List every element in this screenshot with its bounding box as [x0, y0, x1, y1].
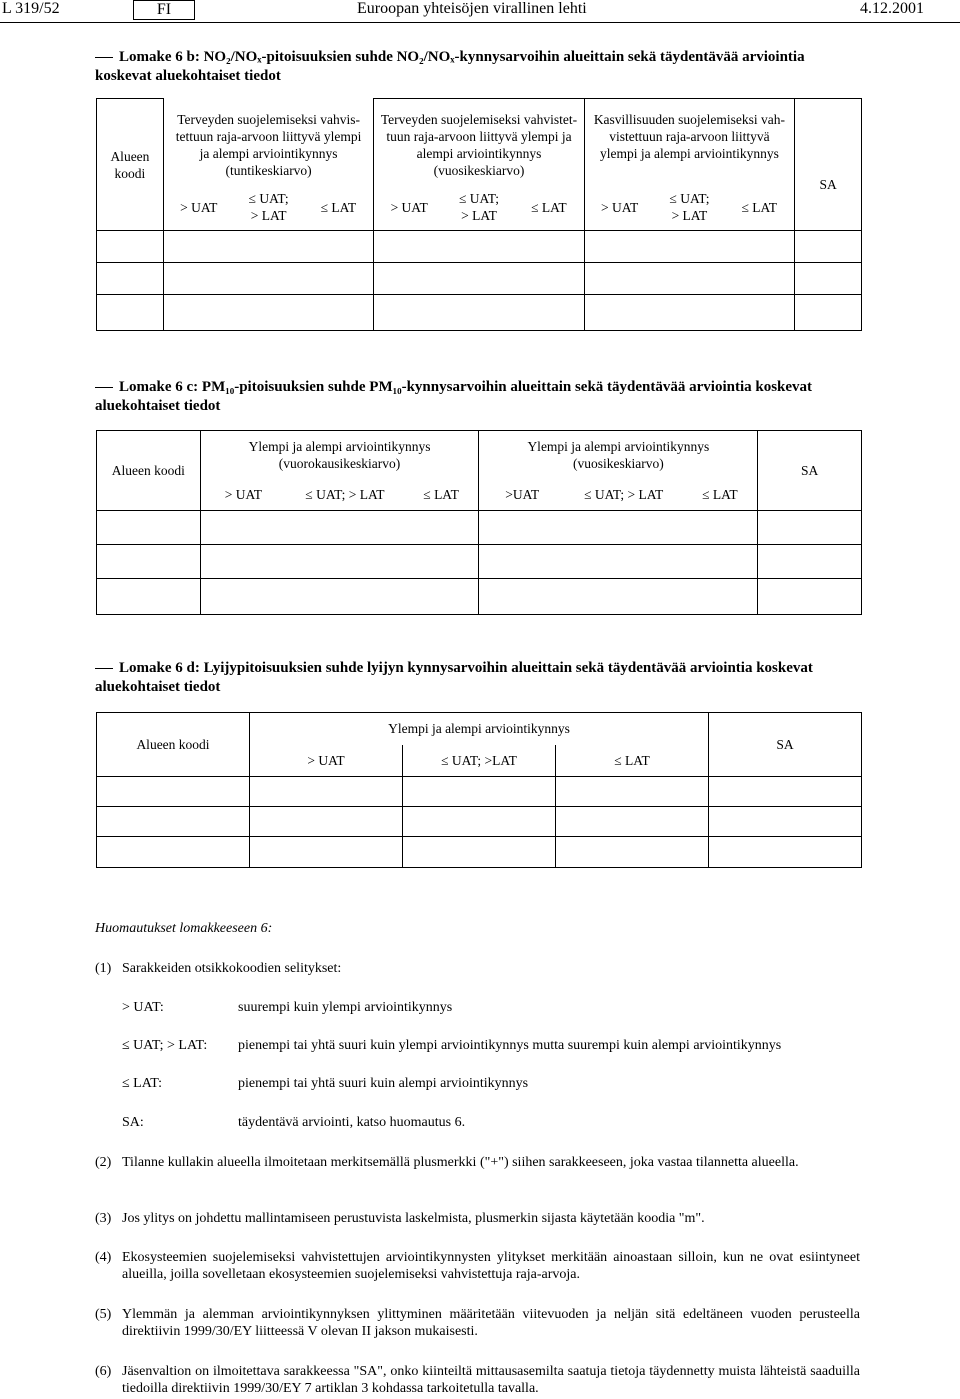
sub-le-uat-text: ≤ UAT;	[458, 191, 500, 207]
note-number: (6)	[95, 1364, 112, 1379]
sub-gt-uat: > UAT	[374, 185, 444, 231]
definition-term: ≤ UAT; > LAT:	[122, 1038, 208, 1053]
table-cell[interactable]	[97, 295, 164, 331]
notes-heading: Huomautukset lomakkeeseen 6:	[95, 921, 273, 936]
table-cell[interactable]	[250, 807, 403, 837]
table-cell[interactable]	[97, 837, 250, 868]
table-cell[interactable]	[97, 777, 250, 807]
group-threshold-header: Ylempi ja alempi arviointikynnys	[250, 713, 709, 745]
form-6b-table	[96, 98, 862, 331]
group-annual-header	[374, 99, 584, 185]
sub-gt-lat-text: > LAT	[461, 208, 497, 224]
group2-line4: (vuosikeskiarvo)	[433, 163, 525, 178]
form-6d-title-line1: Lomake 6 d: Lyijypitoisuuksien suhde lyijyn kynnysarvoihin alueittain sekä täydentävää arviointia koskevat	[119, 660, 813, 676]
table-cell[interactable]	[709, 807, 862, 837]
table-cell[interactable]	[374, 295, 584, 331]
header-rule	[0, 22, 960, 23]
table-cell[interactable]	[97, 263, 164, 295]
table-cell[interactable]	[758, 579, 862, 615]
note-text: Ekosysteemien suojelemiseksi vahvistettujen arviointikynnysten ylitykset merkitään ainoastaan silloin, kun ne ovat esiintyneet alueilla, joilla sovelletaan ekosysteemien suojelemiseksi vahvistettuja raja-arvoja.	[122, 1250, 860, 1282]
sub-le-lat: ≤ LAT	[404, 479, 479, 511]
note-text: Tilanne kullakin alueella ilmoitetaan merkitsemällä plusmerkki ("+") siihen sarakkeeseen, joka vastaa tilannetta alueella.	[122, 1155, 799, 1170]
note-number: (1)	[95, 961, 112, 976]
form-6d-title	[95, 659, 865, 697]
publication-date: 4.12.2001	[860, 0, 924, 17]
table-row	[97, 837, 862, 868]
sub-le-lat: ≤ LAT	[682, 479, 757, 511]
definition-desc: suurempi kuin ylempi arviointikynnys	[238, 1000, 453, 1015]
table-cell[interactable]	[709, 837, 862, 868]
note-number: (2)	[95, 1155, 112, 1170]
sub-le-uat-gt-lat	[234, 185, 304, 231]
table-row	[97, 263, 862, 295]
table-row	[97, 511, 862, 545]
table-row	[97, 579, 862, 615]
group1-line1: Terveyden suojelemiseksi vahvis-	[177, 111, 360, 127]
form-6c-title	[95, 378, 865, 416]
table-cell[interactable]	[250, 777, 403, 807]
note-number: (3)	[95, 1211, 112, 1226]
table-cell[interactable]	[584, 263, 794, 295]
table-cell[interactable]	[556, 837, 709, 868]
group2-line2: tuun raja-arvoon liittyvä ylempi ja	[386, 129, 572, 144]
table-cell[interactable]	[556, 807, 709, 837]
sub-gt-uat: > UAT	[163, 185, 233, 231]
group3-line1: Kasvillisuuden suojelemiseksi vah-	[593, 112, 786, 127]
table-cell[interactable]	[97, 511, 201, 545]
area-code-header	[97, 99, 164, 231]
sa-header: SA	[758, 431, 862, 511]
table-row	[97, 807, 862, 837]
table-cell[interactable]	[795, 295, 862, 331]
table-cell[interactable]	[97, 231, 164, 263]
group2-line3: alempi arviointikynnys	[416, 146, 542, 161]
table-cell[interactable]	[795, 231, 862, 263]
sa-header: SA	[709, 713, 862, 777]
sub-le-uat-gt-lat	[655, 185, 725, 231]
group1-line3: ja alempi arviointikynnys	[199, 145, 338, 161]
sub-gt-uat: > UAT	[250, 745, 403, 777]
table-cell[interactable]	[709, 777, 862, 807]
table-row	[97, 231, 862, 263]
journal-title: Euroopan yhteisöjen virallinen lehti	[357, 0, 587, 17]
table-row	[97, 777, 862, 807]
sub-le-lat: ≤ LAT	[303, 185, 373, 231]
sub-le-lat: ≤ LAT	[724, 185, 794, 231]
definition-term: ≤ LAT:	[122, 1076, 163, 1091]
group2-line2: (vuosikeskiarvo)	[573, 455, 664, 471]
table-cell[interactable]	[97, 579, 201, 615]
area-code-label-1: Alueen	[110, 148, 150, 164]
group3-line2: vistettuun raja-arvoon liittyvä	[609, 129, 770, 144]
sa-header: SA	[795, 99, 862, 231]
table-cell[interactable]	[479, 579, 758, 615]
sub-gt-lat-text: > LAT	[671, 208, 708, 224]
group-vegetation-header	[584, 99, 794, 185]
table-cell[interactable]	[374, 263, 584, 295]
table-cell[interactable]	[200, 545, 479, 579]
table-cell[interactable]	[97, 807, 250, 837]
definition-term: SA:	[122, 1115, 144, 1130]
group-daily-header	[200, 431, 479, 479]
group-hourly-header	[163, 99, 373, 185]
table-cell[interactable]	[200, 511, 479, 545]
area-code-header: Alueen koodi	[97, 431, 201, 511]
note-text: Jos ylitys on johdettu mallintamiseen perustuvista laskelmista, plusmerkin sijasta käytetään koodia "m".	[122, 1211, 705, 1226]
title-dash	[95, 387, 113, 388]
group2-line1: Ylempi ja alempi arviointikynnys	[527, 438, 710, 454]
form-6b-title-line2: koskevat aluekohtaiset tiedot	[95, 68, 281, 84]
table-cell[interactable]	[163, 263, 373, 295]
table-cell[interactable]	[97, 545, 201, 579]
group-annual-header	[479, 431, 758, 479]
group1-line4: (tuntikeskiarvo)	[225, 162, 312, 178]
table-cell[interactable]	[374, 231, 584, 263]
definition-term: > UAT:	[122, 1000, 164, 1015]
note-text: Sarakkeiden otsikkokoodien selitykset:	[122, 961, 342, 976]
sub-gt-lat-text: > LAT	[250, 208, 287, 224]
note-text: Jäsenvaltion on ilmoitettava sarakkeessa "SA", onko kiinteiltä mittausasemilta saatuja tietoja täydennetty muista lähteistä saaduilla tiedoilla direktiivin 1999/30/EY 7 artiklan 3 kohdassa tarkoitetulla tavalla.	[122, 1364, 860, 1396]
group1-line2: (vuorokausikeskiarvo)	[278, 455, 401, 471]
form-6c-title-line2: aluekohtaiset tiedot	[95, 398, 221, 414]
table-cell[interactable]	[795, 263, 862, 295]
table-cell[interactable]	[250, 837, 403, 868]
table-cell[interactable]	[163, 295, 373, 331]
table-cell[interactable]	[163, 231, 373, 263]
table-cell[interactable]	[479, 545, 758, 579]
table-cell[interactable]	[200, 579, 479, 615]
table-cell[interactable]	[403, 807, 556, 837]
table-cell[interactable]	[556, 777, 709, 807]
note-number: (5)	[95, 1307, 112, 1322]
form-6b-title	[95, 48, 865, 86]
title-dash	[95, 668, 113, 669]
definition-desc: pienempi tai yhtä suuri kuin ylempi arviointikynnys mutta suurempi kuin alempi arviointikynnys	[238, 1038, 782, 1053]
sub-le-uat-text: ≤ UAT;	[669, 191, 710, 207]
page-reference: L 319/52	[2, 0, 60, 17]
sub-gt-uat: >UAT	[479, 479, 565, 511]
sub-le-lat: ≤ LAT	[514, 185, 584, 231]
table-cell[interactable]	[403, 777, 556, 807]
group3-line3: ylempi ja alempi arviointikynnys	[600, 146, 779, 161]
table-cell[interactable]	[479, 511, 758, 545]
sub-gt-uat: > UAT	[584, 185, 654, 231]
sub-le-uat-gt-lat: ≤ UAT; > LAT	[565, 479, 683, 511]
form-6d-title-line2: aluekohtaiset tiedot	[95, 679, 221, 695]
area-code-label-2: koodi	[114, 165, 146, 181]
table-cell[interactable]	[758, 511, 862, 545]
table-cell[interactable]	[403, 837, 556, 868]
note-text: Ylemmän ja alemman arviointikynnyksen ylittyminen määritetään viitevuoden ja neljän sitä edeltäneen vuoden perusteella direktiivin 1999/30/EY liitteessä V olevan II jakson mukaisesti.	[122, 1307, 860, 1339]
table-cell[interactable]	[584, 295, 794, 331]
form-6b-title-line1: Lomake 6 b: NO₂/NOₓ-pitoisuuksien suhde NO₂/NOₓ-kynnysarvoihin alueittain sekä täydentävää arviointia	[119, 49, 805, 65]
table-cell[interactable]	[758, 545, 862, 579]
form-6c-title-line1: Lomake 6 c: PM₁₀-pitoisuuksien suhde PM₁₀-kynnysarvoihin alueittain sekä täydentävää arviointia koskevat	[119, 379, 813, 395]
definition-desc: pienempi tai yhtä suuri kuin alempi arviointikynnys	[238, 1076, 529, 1091]
sub-le-lat: ≤ LAT	[556, 745, 709, 777]
table-row	[97, 295, 862, 331]
table-cell[interactable]	[584, 231, 794, 263]
sub-le-uat-gt-lat	[444, 185, 514, 231]
sub-gt-uat: > UAT	[200, 479, 286, 511]
language-code-box: FI	[133, 0, 195, 20]
sub-le-uat-gt-lat: ≤ UAT; >LAT	[403, 745, 556, 777]
title-dash	[95, 57, 113, 58]
sub-le-uat-gt-lat: ≤ UAT; > LAT	[286, 479, 404, 511]
table-row	[97, 545, 862, 579]
area-code-header: Alueen koodi	[97, 713, 250, 777]
group2-line1: Terveyden suojelemiseksi vahvistet-	[380, 112, 578, 127]
group1-line2: tettuun raja-arvoon liittyvä ylempi	[175, 128, 362, 144]
group1-line1: Ylempi ja alempi arviointikynnys	[248, 438, 431, 454]
form-6c-table	[96, 430, 862, 615]
form-6d-table	[96, 712, 862, 868]
note-number: (4)	[95, 1250, 112, 1265]
sub-le-uat-text: ≤ UAT;	[248, 191, 289, 207]
definition-desc: täydentävä arviointi, katso huomautus 6.	[238, 1115, 466, 1130]
